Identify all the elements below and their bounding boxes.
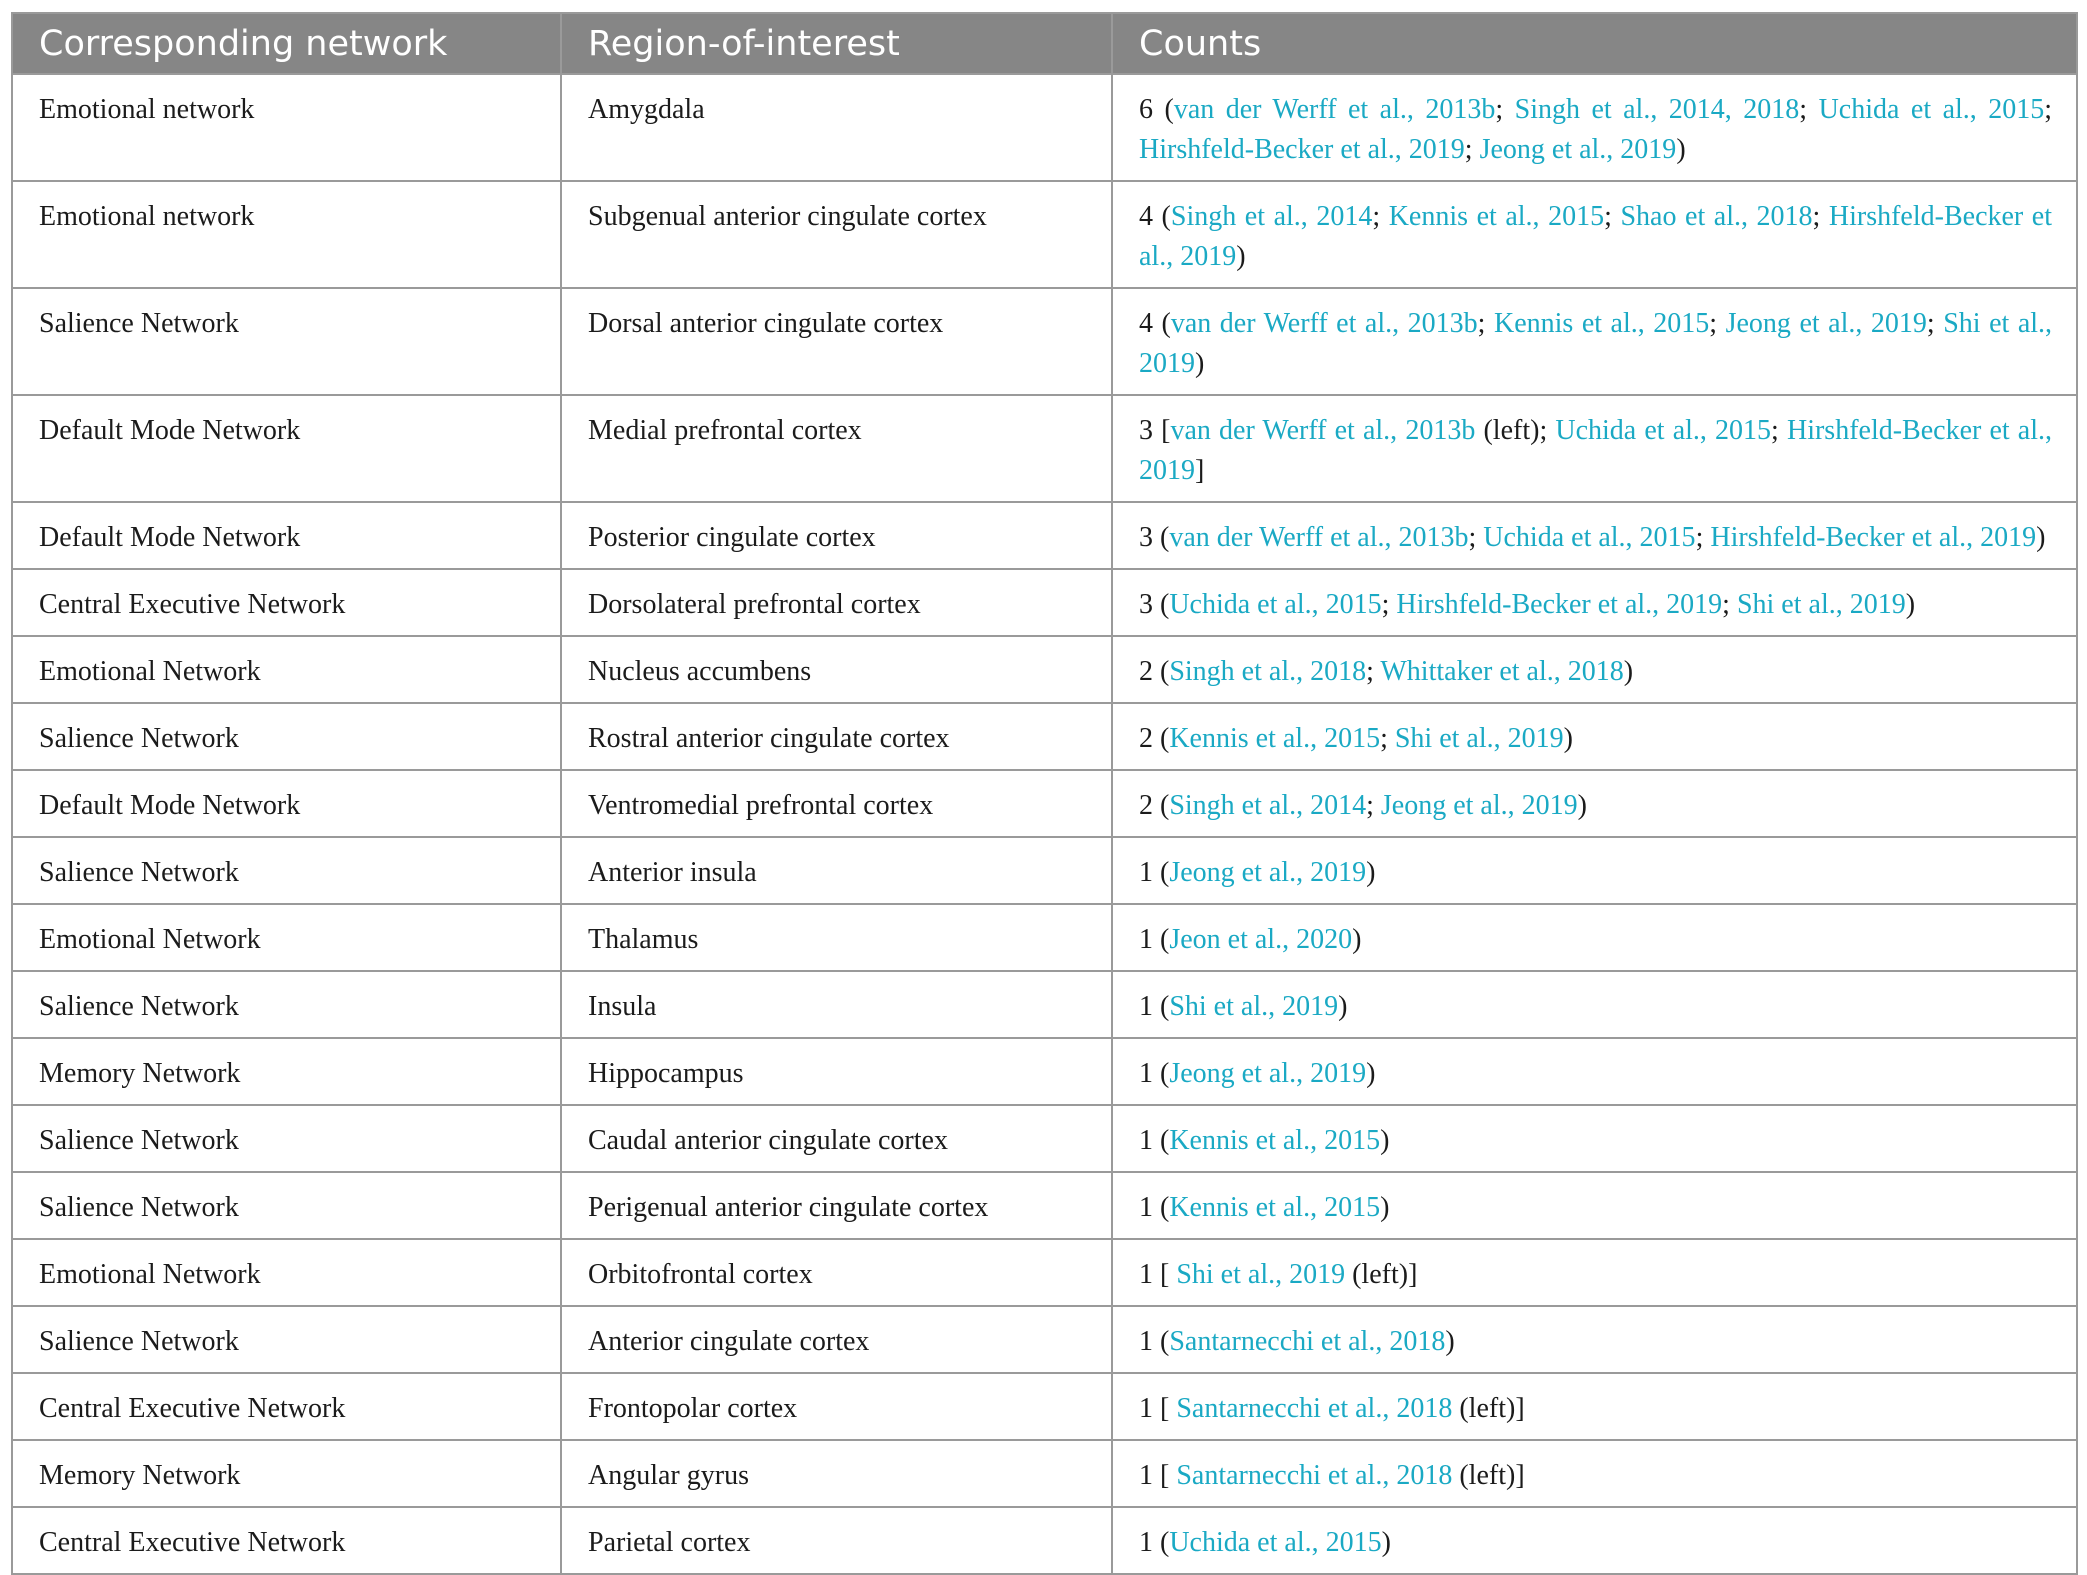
citation-link[interactable]: Santarnecchi et al., 2018 [1176,1460,1453,1491]
citation-link[interactable]: Uchida et al., 2015 [1169,589,1382,620]
cell-network: Salience Network [12,1105,561,1172]
cell-roi: Anterior insula [561,837,1112,904]
cell-counts [1112,904,2077,971]
citation-link[interactable]: Singh et al., 2014 [1170,201,1373,232]
citation-link[interactable]: Hirshfeld-Becker et al., 2019 [1139,134,1465,165]
count-value: 2 [1139,723,1153,754]
citation-note: (left) [1345,1259,1409,1290]
header-row [12,13,2077,74]
table-row [12,636,2077,703]
cell-counts [1112,1306,2077,1373]
table-row [12,904,2077,971]
citation-link[interactable]: Uchida et al., 2015 [1818,94,2045,125]
count-value: 4 [1139,308,1153,339]
cell-network: Central Executive Network [12,1507,561,1574]
citation-link[interactable]: Shi et al., 2019 [1394,723,1564,754]
citation-link[interactable]: van der Werff et al., 2013b [1169,522,1469,553]
citation-link[interactable]: Kennis et al., 2015 [1169,723,1381,754]
table-row [12,1440,2077,1507]
cell-counts: 3 (Uchida et al., 2015; Hirshfeld-Becker et al., 2019; Shi et al., 2019) [1112,569,2077,636]
cell-network: Salience Network [12,1172,561,1239]
close-bracket: ) [1366,857,1376,888]
close-bracket: ) [2036,522,2046,553]
cell-network: Salience Network [12,837,561,904]
count-value: 1 [1139,991,1153,1022]
citation-link[interactable]: Shi et al., 2019 [1139,308,2053,379]
count-value: 6 [1139,94,1153,125]
open-bracket: [ [1153,1259,1177,1290]
citation-note: (left) [1452,1460,1516,1491]
roi-table [11,12,2078,1575]
cell-network: Emotional Network [12,636,561,703]
cell-counts: 3 [van der Werff et al., 2013b (left); Uchida et al., 2015; Hirshfeld-Becker et al., 2019] [1112,395,2077,502]
open-bracket: ( [1153,1326,1170,1357]
open-bracket: ( [1153,1192,1170,1223]
cell-roi: Dorsolateral prefrontal cortex [561,569,1112,636]
close-bracket: ) [1381,1527,1391,1558]
cell-roi: Orbitofrontal cortex [561,1239,1112,1306]
table-row [12,1507,2077,1574]
cell-roi: Angular gyrus [561,1440,1112,1507]
close-bracket: ) [1352,924,1362,955]
table-row [12,395,2077,502]
count-value: 1 [1139,1058,1153,1089]
cell-roi: Perigenual anterior cingulate cortex [561,1172,1112,1239]
cell-roi: Anterior cingulate cortex [561,1306,1112,1373]
open-bracket: ( [1153,1125,1170,1156]
close-bracket: ) [1380,1125,1390,1156]
cell-roi: Posterior cingulate cortex [561,502,1112,569]
cell-counts: 6 (van der Werff et al., 2013b; Singh et al., 2014, 2018; Uchida et al., 2015; Hirshfeld-Becker et al., 2019; Jeong et al., 2019) [1112,74,2077,181]
table-row [12,181,2077,288]
table-row [12,288,2077,395]
cell-roi: Hippocampus [561,1038,1112,1105]
citation-link[interactable]: Uchida et al., 2015 [1555,415,1772,446]
open-bracket: [ [1153,1393,1177,1424]
cell-roi: Ventromedial prefrontal cortex [561,770,1112,837]
header-roi: Region-of-interest [561,13,1112,74]
citation-link[interactable]: Singh et al., 2014 [1169,790,1367,821]
open-bracket: ( [1153,522,1170,553]
cell-network: Memory Network [12,1440,561,1507]
count-value: 2 [1139,656,1153,687]
table-row [12,971,2077,1038]
close-bracket: ) [1676,134,1686,165]
count-value: 1 [1139,1259,1153,1290]
close-bracket: ) [1905,589,1916,620]
citation-link[interactable]: Jeong et al., 2019 [1169,857,1367,888]
cell-roi: Thalamus [561,904,1112,971]
count-value: 1 [1139,1125,1153,1156]
close-bracket: ] [1515,1460,1525,1491]
citation-note: (left) [1475,415,1540,446]
cell-network: Emotional Network [12,904,561,971]
table-row [12,770,2077,837]
table-row [12,502,2077,569]
close-bracket: ] [1408,1259,1418,1290]
table-row [12,1239,2077,1306]
cell-roi: Nucleus accumbens [561,636,1112,703]
open-bracket: ( [1153,790,1170,821]
citation-link[interactable]: Jeong et al., 2019 [1479,134,1677,165]
header-network: Corresponding network [12,13,561,74]
close-bracket: ) [1338,991,1348,1022]
open-bracket: ( [1153,201,1171,232]
table-row [12,1038,2077,1105]
close-bracket: ] [1195,455,1205,486]
citation-link[interactable]: Shi et al., 2019 [1736,589,1906,620]
cell-roi: Insula [561,971,1112,1038]
cell-counts: 4 (van der Werff et al., 2013b; Kennis et al., 2015; Jeong et al., 2019; Shi et al., 2019) [1112,288,2077,395]
count-value: 3 [1139,589,1153,620]
close-bracket: ) [1563,723,1573,754]
count-value: 3 [1139,415,1153,446]
citation-link[interactable]: Hirshfeld-Becker et al., 2019 [1139,415,2053,486]
count-value: 1 [1139,1527,1153,1558]
cell-counts [1112,837,2077,904]
close-bracket: ) [1445,1326,1455,1357]
cell-network: Salience Network [12,288,561,395]
cell-network: Default Mode Network [12,395,561,502]
count-value: 1 [1139,1393,1153,1424]
table-row [12,74,2077,181]
citation-link[interactable]: Shao et al., 2018 [1620,201,1813,232]
header-counts: Counts [1112,13,2077,74]
open-bracket: ( [1153,308,1171,339]
cell-network: Emotional Network [12,1239,561,1306]
citation-link[interactable]: Hirshfeld-Becker et al., 2019 [1139,201,2053,272]
citation-link[interactable]: Hirshfeld-Becker et al., 2019 [1396,589,1723,620]
cell-counts [1112,1440,2077,1507]
open-bracket: ( [1153,94,1174,125]
cell-counts [1112,1239,2077,1306]
table-body [12,74,2077,1574]
count-value: 2 [1139,790,1153,821]
close-bracket: ) [1195,348,1205,379]
citation-link[interactable]: Kennis et al., 2015 [1493,308,1710,339]
open-bracket: ( [1153,656,1170,687]
citation-link[interactable]: Shi et al., 2019 [1169,991,1339,1022]
cell-roi: Rostral anterior cingulate cortex [561,703,1112,770]
citation-note: (left) [1452,1393,1516,1424]
table-row [12,1172,2077,1239]
cell-counts [1112,1038,2077,1105]
open-bracket: [ [1153,1460,1177,1491]
cell-network: Default Mode Network [12,770,561,837]
citation-link[interactable]: Kennis et al., 2015 [1169,1192,1381,1223]
cell-counts: 3 (van der Werff et al., 2013b; Uchida et al., 2015; Hirshfeld-Becker et al., 2019) [1112,502,2077,569]
cell-roi: Medial prefrontal cortex [561,395,1112,502]
open-bracket: ( [1153,857,1170,888]
cell-network: Salience Network [12,1306,561,1373]
citation-link[interactable]: van der Werff et al., 2013b [1170,308,1478,339]
cell-network: Central Executive Network [12,1373,561,1440]
citation-link[interactable]: Uchida et al., 2015 [1483,522,1696,553]
cell-counts: 2 (Singh et al., 2014; Jeong et al., 2019) [1112,770,2077,837]
citation-link[interactable]: Singh et al., 2014, 2018 [1514,94,1800,125]
count-value: 4 [1139,201,1153,232]
citation-link[interactable]: Whittaker et al., 2018 [1380,656,1624,687]
close-bracket: ) [1623,656,1634,687]
table-header [12,13,2077,74]
open-bracket: ( [1153,991,1170,1022]
cell-network: Salience Network [12,703,561,770]
citation-link[interactable]: Singh et al., 2018 [1169,656,1367,687]
cell-counts [1112,1373,2077,1440]
count-value: 1 [1139,1460,1153,1491]
citation-link[interactable]: Kennis et al., 2015 [1169,1125,1381,1156]
citation-link[interactable]: van der Werff et al., 2013b [1170,415,1476,446]
citation-link[interactable]: Santarnecchi et al., 2018 [1176,1393,1453,1424]
citation-link[interactable]: Shi et al., 2019 [1176,1259,1346,1290]
cell-roi: Frontopolar cortex [561,1373,1112,1440]
count-value: 1 [1139,924,1153,955]
cell-counts [1112,1105,2077,1172]
table-row [12,1306,2077,1373]
citation-link[interactable]: van der Werff et al., 2013b [1173,94,1496,125]
citation-link[interactable]: Jeong et al., 2019 [1725,308,1927,339]
cell-counts [1112,1172,2077,1239]
table-row [12,1373,2077,1440]
close-bracket: ] [1515,1393,1525,1424]
close-bracket: ) [1236,241,1246,272]
cell-roi: Caudal anterior cingulate cortex [561,1105,1112,1172]
open-bracket: ( [1153,589,1170,620]
citation-link[interactable]: Jeon et al., 2020 [1169,924,1353,955]
open-bracket: ( [1153,723,1170,754]
cell-roi: Parietal cortex [561,1507,1112,1574]
close-bracket: ) [1577,790,1587,821]
cell-network: Emotional network [12,181,561,288]
cell-counts: 2 (Singh et al., 2018; Whittaker et al., 2018) [1112,636,2077,703]
citation-link[interactable]: Uchida et al., 2015 [1169,1527,1382,1558]
open-bracket: ( [1153,924,1170,955]
cell-counts [1112,971,2077,1038]
citation-link[interactable]: Jeong et al., 2019 [1169,1058,1367,1089]
table-row [12,837,2077,904]
open-bracket: ( [1153,1058,1170,1089]
cell-network: Memory Network [12,1038,561,1105]
cell-roi: Dorsal anterior cingulate cortex [561,288,1112,395]
count-value: 1 [1139,857,1153,888]
citation-link[interactable]: Kennis et al., 2015 [1388,201,1605,232]
cell-network: Central Executive Network [12,569,561,636]
cell-counts: 2 (Kennis et al., 2015; Shi et al., 2019) [1112,703,2077,770]
citation-link[interactable]: Hirshfeld-Becker et al., 2019 [1710,522,2037,553]
cell-roi: Amygdala [561,74,1112,181]
cell-roi: Subgenual anterior cingulate cortex [561,181,1112,288]
citation-link[interactable]: Santarnecchi et al., 2018 [1169,1326,1446,1357]
open-bracket: ( [1153,1527,1170,1558]
close-bracket: ) [1366,1058,1376,1089]
cell-counts [1112,1507,2077,1574]
count-value: 3 [1139,522,1153,553]
count-value: 1 [1139,1192,1153,1223]
count-value: 1 [1139,1326,1153,1357]
citation-link[interactable]: Jeong et al., 2019 [1380,790,1578,821]
cell-network: Default Mode Network [12,502,561,569]
table-row [12,1105,2077,1172]
cell-network: Emotional network [12,74,561,181]
close-bracket: ) [1380,1192,1390,1223]
table-row [12,703,2077,770]
cell-counts: 4 (Singh et al., 2014; Kennis et al., 2015; Shao et al., 2018; Hirshfeld-Becker et al., 2019) [1112,181,2077,288]
open-bracket: [ [1153,415,1171,446]
cell-network: Salience Network [12,971,561,1038]
table-row [12,569,2077,636]
